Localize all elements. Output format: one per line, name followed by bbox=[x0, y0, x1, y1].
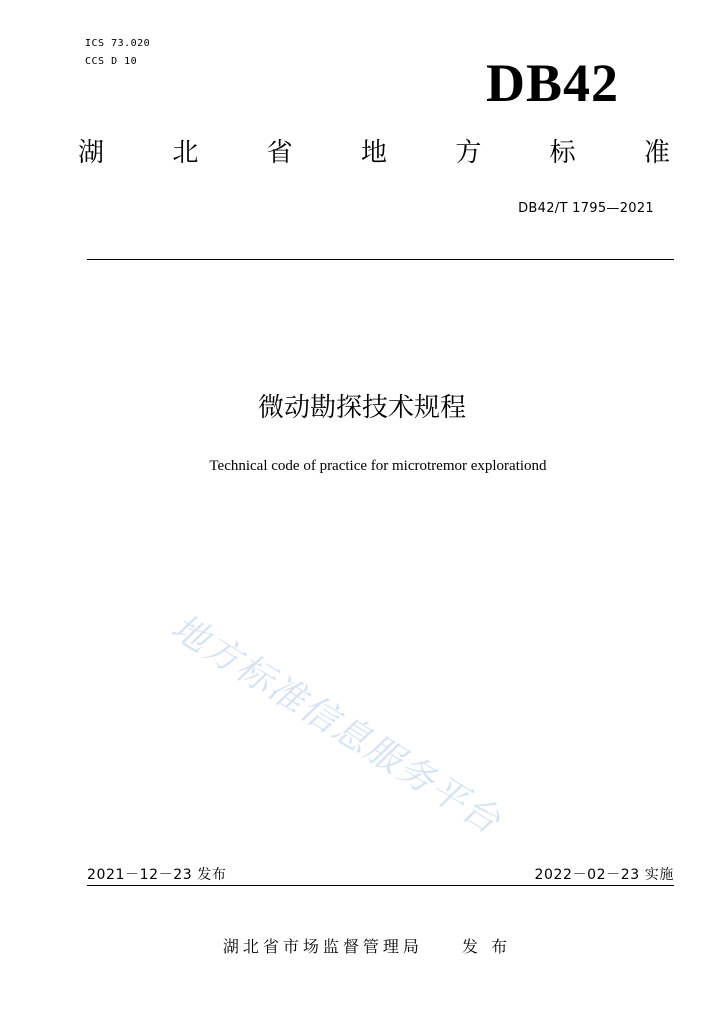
standard-logo: DB42 bbox=[485, 53, 619, 113]
province-title-char: 省 bbox=[266, 138, 293, 168]
province-title-char: 标 bbox=[549, 138, 576, 168]
top-divider bbox=[87, 259, 674, 260]
chinese-title: 微动勘探技术规程 bbox=[257, 393, 466, 423]
province-title-char: 北 bbox=[172, 138, 199, 168]
release-date: 2021－12－23 发布 bbox=[87, 867, 227, 883]
bottom-divider bbox=[87, 885, 674, 886]
effective-date: 2022－02－23 实施 bbox=[534, 867, 674, 883]
province-title-char: 方 bbox=[455, 138, 482, 168]
watermark: 地方标准信息服务平台 bbox=[164, 606, 509, 843]
standard-number: DB42/T 1795—2021 bbox=[518, 201, 654, 216]
issuer-line bbox=[0, 934, 724, 957]
issuer-action: 发 布 bbox=[462, 937, 512, 956]
ics-code: ICS 73.020 bbox=[85, 38, 151, 49]
province-title-char: 准 bbox=[643, 138, 670, 168]
ccs-code: CCS D 10 bbox=[85, 56, 138, 67]
issuer-name: 湖北省市场监督管理局 bbox=[222, 937, 423, 956]
province-title-char: 地 bbox=[360, 138, 387, 168]
province-standard-title bbox=[78, 140, 670, 166]
province-title-char: 湖 bbox=[78, 138, 105, 168]
english-title: Technical code of practice for microtremor explorationd bbox=[209, 458, 547, 474]
